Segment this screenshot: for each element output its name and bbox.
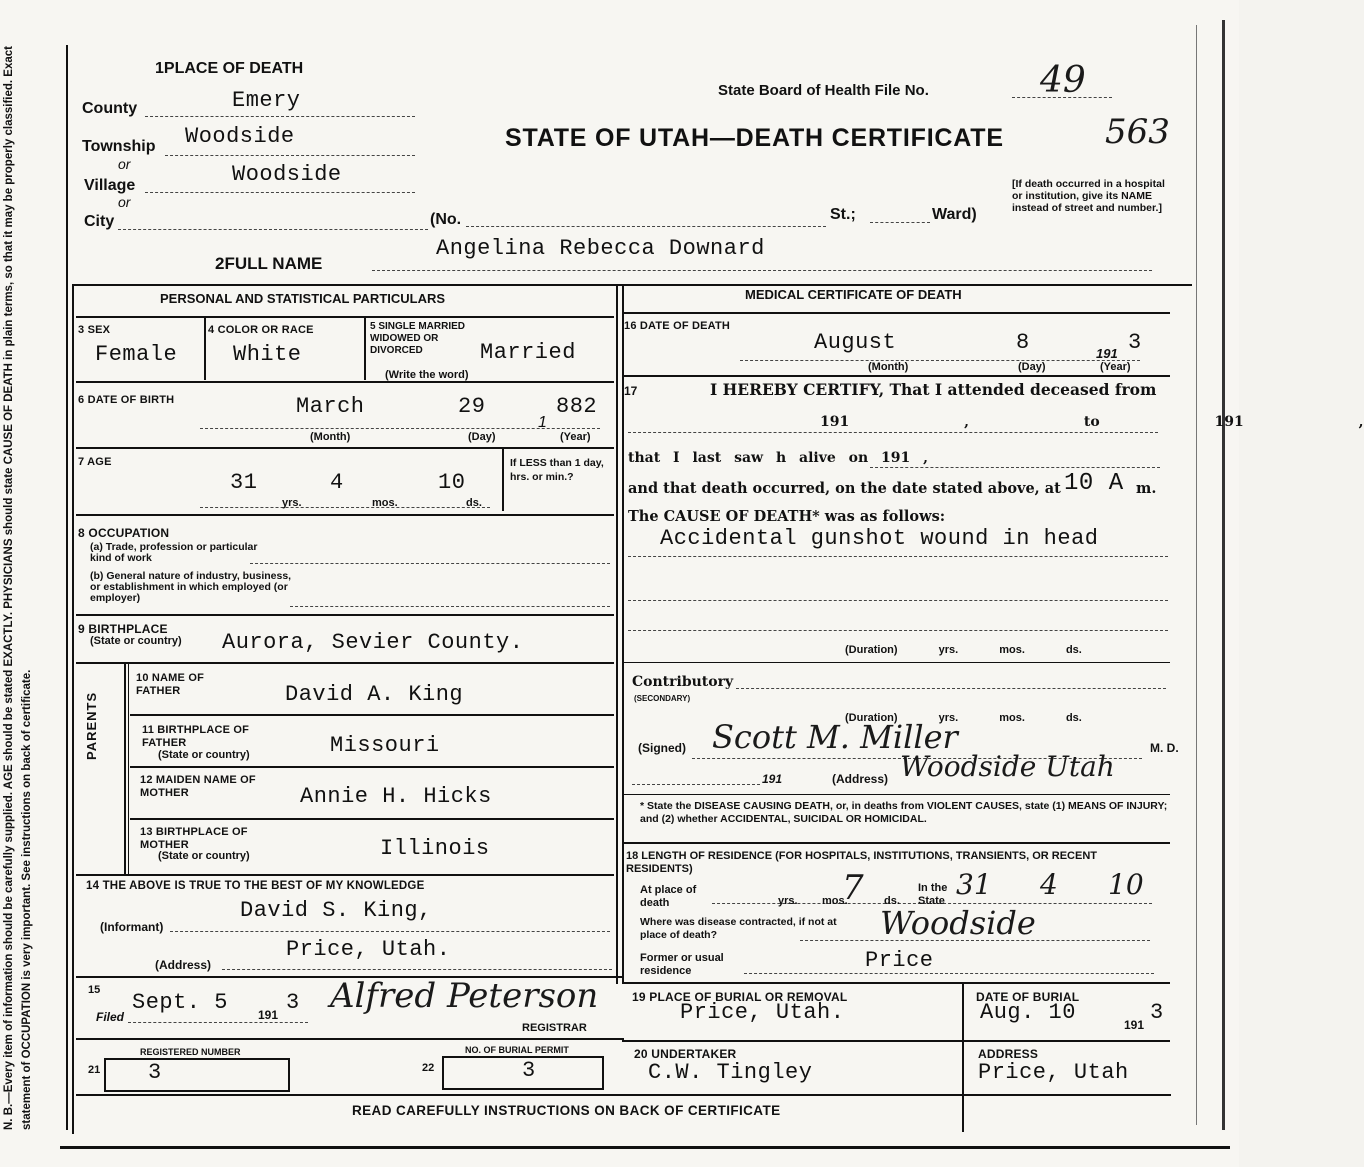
side-instructions-text: N. B.—Every item of information should be carefully supplied. AGE should be stated EXACTLY. PHYSICIANS should state CAUSE OF DEATH in plain terms, so that it may be properly classified. Exact statement of OCCUPATION is very important. See instructions on back of certificate. xyxy=(3,46,33,1130)
burial-permit-label: NO. OF BURIAL PERMIT xyxy=(465,1045,569,1055)
undertaker-address-label: ADDRESS xyxy=(978,1047,1039,1061)
occupation-b: (b) General nature of industry, business, or establishment in which employed (or employer) xyxy=(90,570,292,604)
age-days: 10 xyxy=(438,470,466,495)
st-label: St.; xyxy=(830,206,856,223)
dod-day-caption: (Day) xyxy=(1018,361,1046,373)
filed-year: 3 xyxy=(286,990,300,1015)
occupation-a: (a) Trade, profession or particular kind of work xyxy=(90,541,258,564)
no-label: (No. xyxy=(430,211,462,228)
mother-birthplace-sub: (State or country) xyxy=(158,850,250,862)
registrar-signature: Alfred Peterson xyxy=(330,976,599,1016)
certify-number: 17 xyxy=(624,384,638,398)
at-place-yrs: yrs. xyxy=(778,895,798,907)
undertaker-address: Price, Utah xyxy=(978,1060,1129,1085)
at-place-ds: ds. xyxy=(884,895,900,907)
mother-value: Annie H. Hicks xyxy=(300,784,492,809)
age-months: 4 xyxy=(330,470,344,495)
reg-number-prefix: 21 xyxy=(88,1064,101,1076)
secondary-label: (SECONDARY) xyxy=(634,694,691,703)
less-than-day: If LESS than 1 day, hrs. or min.? xyxy=(510,457,604,483)
burial-year-prefix: 191 xyxy=(1124,1018,1145,1032)
at-place-mos-cap: mos. xyxy=(822,895,848,907)
father-value: David A. King xyxy=(285,682,464,707)
age-ds-caption: ds. xyxy=(466,497,482,509)
father-birthplace-value: Missouri xyxy=(330,733,440,758)
dob-label: 6 DATE OF BIRTH xyxy=(78,394,175,406)
dob-year-caption: (Year) xyxy=(560,431,591,443)
medical-heading: MEDICAL CERTIFICATE OF DEATH xyxy=(745,287,962,302)
footnote: * State the DISEASE CAUSING DEATH, or, in deaths from VIOLENT CAUSES, state (1) MEANS OF INJURY; and (2) whether ACCIDENTAL, SUICIDAL OR HOMICIDAL. xyxy=(640,800,1168,825)
state-months: 4 xyxy=(1040,868,1058,901)
md-label: M. D. xyxy=(1150,741,1179,755)
certificate-title: STATE OF UTAH—DEATH CERTIFICATE xyxy=(505,124,1004,152)
parents-label: PARENTS xyxy=(84,691,99,760)
cause-label: The CAUSE OF DEATH* was as follows: xyxy=(628,508,946,525)
informant-address-label: (Address) xyxy=(155,958,212,972)
village-label: Village xyxy=(84,177,136,194)
duration-2: (Duration) yrs. mos. ds. xyxy=(845,712,1082,724)
birthplace-value: Aurora, Sevier County. xyxy=(222,630,524,655)
age-mos-caption: mos. xyxy=(372,497,398,509)
section-divider xyxy=(616,284,618,984)
permit-prefix: 22 xyxy=(422,1062,435,1074)
mother-birthplace-label: 13 BIRTHPLACE OF MOTHER xyxy=(140,826,248,851)
mother-label: 12 MAIDEN NAME OF MOTHER xyxy=(140,774,256,799)
birthplace-label: 9 BIRTHPLACE xyxy=(78,622,168,636)
contracted-value: Woodside xyxy=(880,904,1036,942)
certificate-number: 563 xyxy=(1105,112,1170,152)
burial-date-label: DATE OF BURIAL xyxy=(976,990,1080,1004)
side-instructions xyxy=(0,30,40,1130)
dod-year-prefix: 191 xyxy=(1096,346,1118,361)
contributory-label: Contributory xyxy=(632,674,734,690)
father-birthplace-label: 11 BIRTHPLACE OF FATHER xyxy=(142,724,250,749)
father-birthplace-sub: (State or country) xyxy=(158,749,250,761)
bottom-border xyxy=(60,1146,1230,1149)
occupation-label: 8 OCCUPATION xyxy=(78,526,170,540)
township-value: Woodside xyxy=(185,124,295,149)
state-days: 10 xyxy=(1108,868,1144,901)
former-value: Price xyxy=(865,948,934,973)
age-yrs-caption: yrs. xyxy=(282,497,302,509)
reg-number-box xyxy=(104,1058,290,1092)
file-label: State Board of Health File No. xyxy=(718,82,929,99)
registrar-label: REGISTRAR xyxy=(522,1022,587,1034)
dob-month: March xyxy=(296,394,365,419)
marital-label: 5 SINGLE MARRIED WIDOWED OR DIVORCED xyxy=(370,321,466,356)
full-name-label: 2FULL NAME xyxy=(215,254,323,273)
former-label: Former or usual residence xyxy=(640,952,724,977)
undertaker-label: 20 UNDERTAKER xyxy=(634,1047,737,1061)
left-border xyxy=(66,45,68,1130)
file-number: 49 xyxy=(1040,60,1086,101)
filed-year-prefix: 191 xyxy=(258,1008,279,1022)
or-1: or xyxy=(118,156,131,172)
sex-value: Female xyxy=(95,342,178,367)
in-state-label: In the State xyxy=(918,882,948,907)
color-value: White xyxy=(233,342,302,367)
sex-label: 3 SEX xyxy=(78,324,111,336)
sig-address: Woodside Utah xyxy=(900,750,1115,783)
dob-day-caption: (Day) xyxy=(468,431,496,443)
residence-label: 18 LENGTH OF RESIDENCE (FOR HOSPITALS, INSTITUTIONS, TRANSIENTS, OR RECENT RESIDENTS) xyxy=(626,850,1097,875)
dod-year: 3 xyxy=(1128,330,1142,355)
sig-year: 191 xyxy=(762,772,783,786)
place-heading: 1PLACE OF DEATH xyxy=(155,60,304,77)
dod-month: August xyxy=(814,330,897,355)
contracted-label: Where was disease contracted, if not at place of death? xyxy=(640,916,837,941)
township-label: Township xyxy=(82,138,156,155)
ward-label: Ward) xyxy=(932,206,977,223)
at-place-label: At place of death xyxy=(640,884,697,909)
informant-address: Price, Utah. xyxy=(286,937,451,962)
right-border xyxy=(1196,25,1197,1125)
burial-place-label: 19 PLACE OF BURIAL OR REMOVAL xyxy=(632,990,848,1004)
signed-label: (Signed) xyxy=(638,741,686,755)
age-label: 7 AGE xyxy=(78,456,112,468)
burial-date-value: Aug. 10 xyxy=(980,1000,1076,1025)
physician-signature: Scott M. Miller xyxy=(712,718,958,756)
right-edge xyxy=(1222,20,1225,1130)
reg-number-value: 3 xyxy=(148,1060,162,1085)
dod-month-caption: (Month) xyxy=(868,361,909,373)
state-years: 31 xyxy=(956,868,992,901)
marital-value: Married xyxy=(480,340,576,365)
mother-birthplace-value: Illinois xyxy=(380,836,490,861)
sig-address-label: (Address) xyxy=(832,772,889,786)
death-time-suffix: m. xyxy=(1136,480,1157,497)
burial-place-value: Price, Utah. xyxy=(680,1000,845,1025)
footer-instructions: READ CAREFULLY INSTRUCTIONS ON BACK OF CERTIFICATE xyxy=(352,1103,781,1118)
hospital-note: [If death occurred in a hospital or institution, give its NAME instead of street and number.] xyxy=(1012,178,1165,214)
last-saw: that I last saw h alive on 191 , xyxy=(628,450,929,466)
burial-year: 3 xyxy=(1150,1000,1164,1025)
dob-day: 29 xyxy=(458,394,486,419)
filed-date: Sept. 5 xyxy=(132,990,228,1015)
dod-label: 16 DATE OF DEATH xyxy=(624,320,731,332)
or-2: or xyxy=(118,194,131,210)
informant-label: (Informant) xyxy=(100,920,164,934)
undertaker-value: C.W. Tingley xyxy=(648,1060,813,1085)
dod-day: 8 xyxy=(1016,330,1030,355)
father-label: 10 NAME OF FATHER xyxy=(136,672,205,697)
informant-heading: 14 THE ABOVE IS TRUE TO THE BEST OF MY KNOWLEDGE xyxy=(86,880,425,892)
dob-month-caption: (Month) xyxy=(310,431,351,443)
personal-heading: PERSONAL AND STATISTICAL PARTICULARS xyxy=(160,291,446,306)
county-label: County xyxy=(82,100,138,117)
color-label: 4 COLOR OR RACE xyxy=(208,324,314,336)
village-value: Woodside xyxy=(232,162,342,187)
age-years: 31 xyxy=(230,470,258,495)
dod-year-caption: (Year) xyxy=(1100,361,1131,373)
reg-number-label: REGISTERED NUMBER xyxy=(140,1047,241,1057)
certify-text: I HEREBY CERTIFY, That I attended deceased from xyxy=(710,380,1157,399)
at-place-mos: 7 xyxy=(842,868,864,908)
death-time: 10 A xyxy=(1064,470,1124,497)
filed-number: 15 xyxy=(88,984,101,996)
full-name-value: Angelina Rebecca Downard xyxy=(436,236,765,261)
marital-write: (Write the word) xyxy=(385,369,469,381)
cause-value: Accidental gunshot wound in head xyxy=(660,526,1099,551)
birthplace-sub: (State or country) xyxy=(90,635,182,647)
county-value: Emery xyxy=(232,88,301,113)
duration-1: (Duration) yrs. mos. ds. xyxy=(845,644,1082,656)
death-occurred: and that death occurred, on the date stated above, at xyxy=(628,480,1061,497)
city-label: City xyxy=(84,213,115,230)
filed-label: Filed xyxy=(96,1010,125,1024)
certify-period: 191 , to 191 , xyxy=(820,414,1364,430)
informant-value: David S. King, xyxy=(240,898,432,923)
burial-permit-value: 3 xyxy=(522,1058,536,1083)
dob-year-prefix: 1 xyxy=(538,414,547,431)
dob-year: 882 xyxy=(556,394,598,419)
